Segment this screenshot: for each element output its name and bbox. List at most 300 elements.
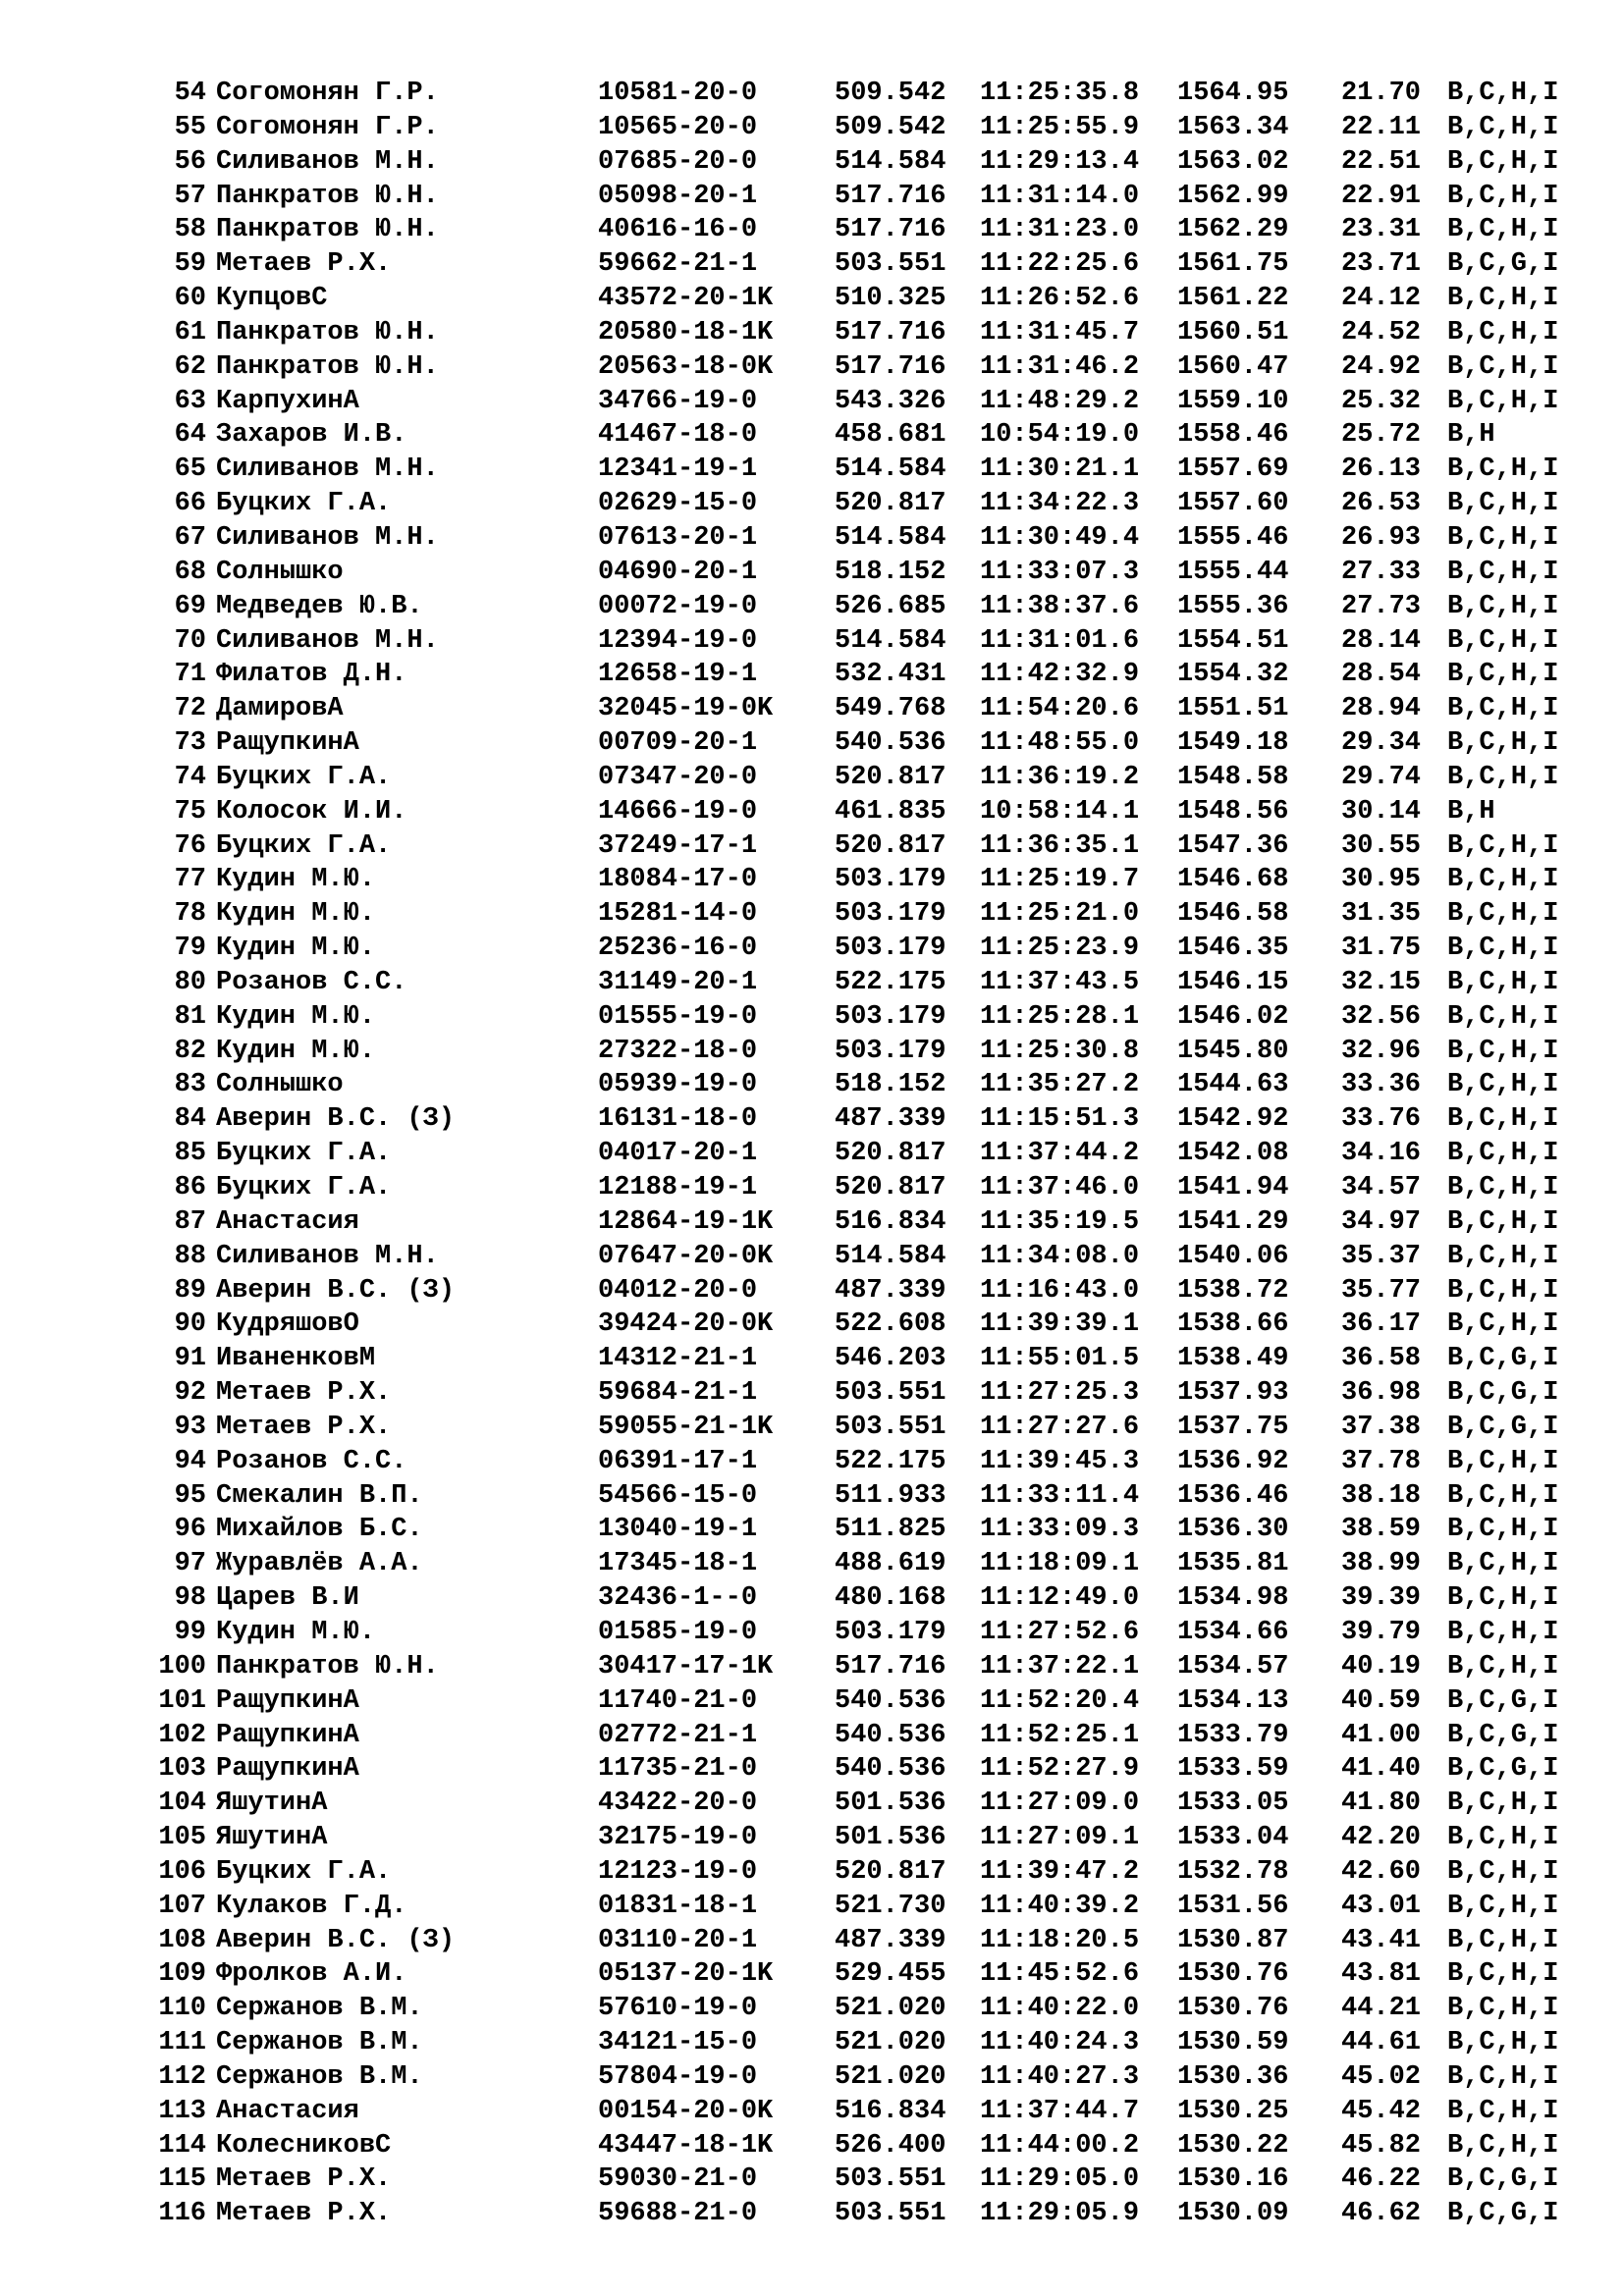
place-cell: 108 xyxy=(158,1925,206,1955)
points-cell: 27.33 xyxy=(1341,557,1422,587)
speed-cell: 1542.08 xyxy=(1177,1139,1289,1169)
table-row xyxy=(0,77,1624,111)
speed-cell: 1563.02 xyxy=(1177,146,1289,177)
speed-cell: 1555.44 xyxy=(1177,557,1289,587)
distance-cell: 520.817 xyxy=(835,1856,947,1887)
points-cell: 36.98 xyxy=(1341,1378,1422,1409)
points-cell: 37.78 xyxy=(1341,1446,1422,1476)
ring-cell: 34766-19-0 xyxy=(598,386,758,416)
owner-cell: РащупкинА xyxy=(216,1685,359,1716)
place-cell: 85 xyxy=(174,1139,206,1169)
classes-cell: B,C,H,I xyxy=(1447,1309,1559,1340)
place-cell: 78 xyxy=(174,899,206,930)
place-cell: 69 xyxy=(174,591,206,621)
arrival-time-cell: 11:39:45.3 xyxy=(980,1446,1140,1476)
classes-cell: B,C,H,I xyxy=(1447,1651,1559,1682)
points-cell: 32.15 xyxy=(1341,967,1422,997)
ring-cell: 14312-21-1 xyxy=(598,1344,758,1374)
distance-cell: 516.834 xyxy=(835,2096,947,2126)
speed-cell: 1549.18 xyxy=(1177,728,1289,759)
table-row xyxy=(0,350,1624,385)
distance-cell: 520.817 xyxy=(835,489,947,519)
ring-cell: 07347-20-0 xyxy=(598,762,758,792)
classes-cell: B,C,H,I xyxy=(1447,1789,1559,1819)
arrival-time-cell: 11:27:09.1 xyxy=(980,1823,1140,1853)
classes-cell: B,C,H,I xyxy=(1447,1275,1559,1306)
ring-cell: 59688-21-0 xyxy=(598,2199,758,2229)
table-row xyxy=(0,2163,1624,2197)
speed-cell: 1546.35 xyxy=(1177,934,1289,964)
ring-cell: 14666-19-0 xyxy=(598,796,758,827)
classes-cell: B,C,G,I xyxy=(1447,249,1559,280)
classes-cell: B,C,H,I xyxy=(1447,1104,1559,1135)
place-cell: 77 xyxy=(174,865,206,895)
ring-cell: 05098-20-1 xyxy=(598,181,758,211)
ring-cell: 00072-19-0 xyxy=(598,591,758,621)
classes-cell: B,C,H,I xyxy=(1447,2130,1559,2161)
table-row xyxy=(0,1855,1624,1890)
owner-cell: Розанов С.С. xyxy=(216,1446,407,1476)
owner-cell: Кудин М.Ю. xyxy=(216,1001,376,1032)
points-cell: 43.01 xyxy=(1341,1891,1422,1921)
table-row xyxy=(0,1274,1624,1308)
distance-cell: 487.339 xyxy=(835,1104,947,1135)
place-cell: 64 xyxy=(174,420,206,451)
points-cell: 26.13 xyxy=(1341,454,1422,485)
speed-cell: 1559.10 xyxy=(1177,386,1289,416)
classes-cell: B,C,H,I xyxy=(1447,625,1559,656)
place-cell: 74 xyxy=(174,762,206,792)
speed-cell: 1530.87 xyxy=(1177,1925,1289,1955)
points-cell: 22.91 xyxy=(1341,181,1422,211)
classes-cell: B,C,H,I xyxy=(1447,1925,1559,1955)
owner-cell: Панкратов Ю.Н. xyxy=(216,215,439,245)
ring-cell: 11740-21-0 xyxy=(598,1685,758,1716)
ring-cell: 04690-20-1 xyxy=(598,557,758,587)
classes-cell: B,C,H,I xyxy=(1447,181,1559,211)
place-cell: 116 xyxy=(158,2199,206,2229)
table-row xyxy=(0,1308,1624,1342)
owner-cell: Буцких Г.А. xyxy=(216,762,392,792)
arrival-time-cell: 11:35:19.5 xyxy=(980,1206,1140,1237)
place-cell: 57 xyxy=(174,181,206,211)
arrival-time-cell: 11:39:47.2 xyxy=(980,1856,1140,1887)
ring-cell: 20563-18-0K xyxy=(598,351,774,382)
distance-cell: 526.400 xyxy=(835,2130,947,2161)
points-cell: 28.94 xyxy=(1341,694,1422,724)
ring-cell: 54566-15-0 xyxy=(598,1480,758,1511)
ring-cell: 30417-17-1K xyxy=(598,1651,774,1682)
points-cell: 39.39 xyxy=(1341,1583,1422,1614)
arrival-time-cell: 11:37:46.0 xyxy=(980,1173,1140,1202)
speed-cell: 1533.59 xyxy=(1177,1754,1289,1785)
speed-cell: 1537.75 xyxy=(1177,1412,1289,1442)
owner-cell: РащупкинА xyxy=(216,728,359,759)
arrival-time-cell: 11:37:44.2 xyxy=(980,1139,1140,1169)
table-row xyxy=(0,1513,1624,1547)
ring-cell: 16131-18-0 xyxy=(598,1104,758,1135)
place-cell: 88 xyxy=(174,1241,206,1271)
distance-cell: 480.168 xyxy=(835,1583,947,1614)
place-cell: 70 xyxy=(174,625,206,656)
place-cell: 66 xyxy=(174,489,206,519)
classes-cell: B,C,H,I xyxy=(1447,1070,1559,1100)
arrival-time-cell: 11:54:20.6 xyxy=(980,694,1140,724)
owner-cell: РащупкинА xyxy=(216,1720,359,1750)
ring-cell: 57610-19-0 xyxy=(598,1994,758,2024)
distance-cell: 517.716 xyxy=(835,317,947,347)
points-cell: 40.19 xyxy=(1341,1651,1422,1682)
classes-cell: B,C,G,I xyxy=(1447,2199,1559,2229)
table-row xyxy=(0,1957,1624,1992)
speed-cell: 1532.78 xyxy=(1177,1856,1289,1887)
arrival-time-cell: 11:25:19.7 xyxy=(980,865,1140,895)
arrival-time-cell: 11:37:44.7 xyxy=(980,2096,1140,2126)
classes-cell: B,C,H,I xyxy=(1447,1241,1559,1271)
speed-cell: 1546.68 xyxy=(1177,865,1289,895)
points-cell: 30.55 xyxy=(1341,830,1422,861)
classes-cell: B,C,H,I xyxy=(1447,1480,1559,1511)
table-row xyxy=(0,180,1624,214)
distance-cell: 520.817 xyxy=(835,1173,947,1202)
speed-cell: 1547.36 xyxy=(1177,830,1289,861)
speed-cell: 1564.95 xyxy=(1177,79,1289,108)
ring-cell: 41467-18-0 xyxy=(598,420,758,451)
arrival-time-cell: 10:58:14.1 xyxy=(980,796,1140,827)
place-cell: 75 xyxy=(174,796,206,827)
table-row xyxy=(0,2197,1624,2231)
classes-cell: B,C,H,I xyxy=(1447,762,1559,792)
place-cell: 105 xyxy=(158,1823,206,1853)
speed-cell: 1554.32 xyxy=(1177,660,1289,690)
distance-cell: 518.152 xyxy=(835,557,947,587)
speed-cell: 1535.81 xyxy=(1177,1549,1289,1579)
place-cell: 81 xyxy=(174,1001,206,1032)
ring-cell: 59684-21-1 xyxy=(598,1378,758,1409)
points-cell: 25.72 xyxy=(1341,420,1422,451)
table-row xyxy=(0,1479,1624,1514)
points-cell: 43.81 xyxy=(1341,1959,1422,1990)
table-row xyxy=(0,1547,1624,1581)
points-cell: 23.71 xyxy=(1341,249,1422,280)
distance-cell: 514.584 xyxy=(835,625,947,656)
place-cell: 56 xyxy=(174,146,206,177)
distance-cell: 503.179 xyxy=(835,1001,947,1032)
speed-cell: 1561.75 xyxy=(1177,249,1289,280)
owner-cell: Панкратов Ю.Н. xyxy=(216,351,439,382)
owner-cell: Кудин М.Ю. xyxy=(216,865,376,895)
owner-cell: КудряшовО xyxy=(216,1309,359,1340)
place-cell: 80 xyxy=(174,967,206,997)
speed-cell: 1538.66 xyxy=(1177,1309,1289,1340)
place-cell: 110 xyxy=(158,1994,206,2024)
classes-cell: B,H xyxy=(1447,420,1495,451)
ring-cell: 25236-16-0 xyxy=(598,934,758,964)
distance-cell: 517.716 xyxy=(835,215,947,245)
classes-cell: B,C,G,I xyxy=(1447,1344,1559,1374)
owner-cell: Метаев Р.Х. xyxy=(216,1378,392,1409)
points-cell: 23.31 xyxy=(1341,215,1422,245)
speed-cell: 1562.99 xyxy=(1177,181,1289,211)
classes-cell: B,C,H,I xyxy=(1447,728,1559,759)
owner-cell: Сержанов В.М. xyxy=(216,2061,423,2092)
owner-cell: Михайлов Б.С. xyxy=(216,1515,423,1545)
ring-cell: 43572-20-1K xyxy=(598,284,774,314)
points-cell: 31.35 xyxy=(1341,899,1422,930)
owner-cell: КолесниковС xyxy=(216,2130,392,2161)
ring-cell: 34121-15-0 xyxy=(598,2028,758,2058)
distance-cell: 540.536 xyxy=(835,1754,947,1785)
arrival-time-cell: 11:25:21.0 xyxy=(980,899,1140,930)
speed-cell: 1546.58 xyxy=(1177,899,1289,930)
arrival-time-cell: 11:55:01.5 xyxy=(980,1344,1140,1374)
arrival-time-cell: 11:40:22.0 xyxy=(980,1994,1140,2024)
arrival-time-cell: 11:31:01.6 xyxy=(980,625,1140,656)
table-row xyxy=(0,863,1624,897)
distance-cell: 516.834 xyxy=(835,1206,947,1237)
distance-cell: 514.584 xyxy=(835,146,947,177)
classes-cell: B,C,H,I xyxy=(1447,284,1559,314)
points-cell: 26.53 xyxy=(1341,489,1422,519)
speed-cell: 1533.05 xyxy=(1177,1789,1289,1819)
table-row xyxy=(0,556,1624,590)
table-row xyxy=(0,1445,1624,1479)
table-row xyxy=(0,829,1624,864)
arrival-time-cell: 11:45:52.6 xyxy=(980,1959,1140,1990)
distance-cell: 503.179 xyxy=(835,1036,947,1066)
speed-cell: 1530.59 xyxy=(1177,2028,1289,2058)
points-cell: 29.74 xyxy=(1341,762,1422,792)
classes-cell: B,C,H,I xyxy=(1447,79,1559,108)
place-cell: 71 xyxy=(174,660,206,690)
classes-cell: B,C,H,I xyxy=(1447,591,1559,621)
arrival-time-cell: 11:15:51.3 xyxy=(980,1104,1140,1135)
table-row xyxy=(0,385,1624,419)
speed-cell: 1554.51 xyxy=(1177,625,1289,656)
place-cell: 84 xyxy=(174,1104,206,1135)
distance-cell: 511.825 xyxy=(835,1515,947,1545)
classes-cell: B,C,H,I xyxy=(1447,522,1559,553)
distance-cell: 520.817 xyxy=(835,762,947,792)
points-cell: 44.21 xyxy=(1341,1994,1422,2024)
arrival-time-cell: 11:39:39.1 xyxy=(980,1309,1140,1340)
distance-cell: 517.716 xyxy=(835,1651,947,1682)
points-cell: 33.76 xyxy=(1341,1104,1422,1135)
owner-cell: Силиванов М.Н. xyxy=(216,146,439,177)
ring-cell: 17345-18-1 xyxy=(598,1549,758,1579)
owner-cell: Панкратов Ю.Н. xyxy=(216,1651,439,1682)
arrival-time-cell: 11:27:09.0 xyxy=(980,1789,1140,1819)
table-row xyxy=(0,418,1624,453)
speed-cell: 1541.94 xyxy=(1177,1173,1289,1202)
arrival-time-cell: 11:34:08.0 xyxy=(980,1241,1140,1271)
distance-cell: 503.179 xyxy=(835,865,947,895)
speed-cell: 1560.51 xyxy=(1177,317,1289,347)
distance-cell: 503.551 xyxy=(835,2199,947,2229)
ring-cell: 07685-20-0 xyxy=(598,146,758,177)
ring-cell: 43447-18-1K xyxy=(598,2130,774,2161)
table-row xyxy=(0,1000,1624,1035)
speed-cell: 1530.76 xyxy=(1177,1994,1289,2024)
table-row xyxy=(0,897,1624,932)
place-cell: 102 xyxy=(158,1720,206,1750)
place-cell: 58 xyxy=(174,215,206,245)
distance-cell: 458.681 xyxy=(835,420,947,451)
owner-cell: Метаев Р.Х. xyxy=(216,2164,392,2195)
arrival-time-cell: 11:34:22.3 xyxy=(980,489,1140,519)
owner-cell: Медведев Ю.В. xyxy=(216,591,423,621)
points-cell: 41.40 xyxy=(1341,1754,1422,1785)
arrival-time-cell: 11:25:23.9 xyxy=(980,934,1140,964)
points-cell: 41.80 xyxy=(1341,1789,1422,1819)
arrival-time-cell: 11:35:27.2 xyxy=(980,1070,1140,1100)
points-cell: 35.77 xyxy=(1341,1275,1422,1306)
table-row xyxy=(0,1240,1624,1274)
classes-cell: B,C,H,I xyxy=(1447,1959,1559,1990)
points-cell: 24.92 xyxy=(1341,351,1422,382)
speed-cell: 1530.36 xyxy=(1177,2061,1289,2092)
points-cell: 42.60 xyxy=(1341,1856,1422,1887)
distance-cell: 511.933 xyxy=(835,1480,947,1511)
distance-cell: 546.203 xyxy=(835,1344,947,1374)
table-row xyxy=(0,624,1624,659)
arrival-time-cell: 11:25:28.1 xyxy=(980,1001,1140,1032)
points-cell: 30.14 xyxy=(1341,796,1422,827)
place-cell: 103 xyxy=(158,1754,206,1785)
owner-cell: Колосок И.И. xyxy=(216,796,407,827)
table-row xyxy=(0,1924,1624,1958)
owner-cell: ЯшутинА xyxy=(216,1823,328,1853)
place-cell: 73 xyxy=(174,728,206,759)
distance-cell: 521.020 xyxy=(835,2061,947,2092)
classes-cell: B,C,H,I xyxy=(1447,386,1559,416)
ring-cell: 02772-21-1 xyxy=(598,1720,758,1750)
place-cell: 112 xyxy=(158,2061,206,2092)
place-cell: 107 xyxy=(158,1891,206,1921)
table-row xyxy=(0,1719,1624,1753)
speed-cell: 1534.98 xyxy=(1177,1583,1289,1614)
classes-cell: B,C,H,I xyxy=(1447,899,1559,930)
table-row xyxy=(0,692,1624,726)
owner-cell: КупцовС xyxy=(216,284,328,314)
place-cell: 109 xyxy=(158,1959,206,1990)
speed-cell: 1538.72 xyxy=(1177,1275,1289,1306)
speed-cell: 1558.46 xyxy=(1177,420,1289,451)
owner-cell: Захаров И.В. xyxy=(216,420,407,451)
owner-cell: РащупкинА xyxy=(216,1754,359,1785)
place-cell: 100 xyxy=(158,1651,206,1682)
points-cell: 22.11 xyxy=(1341,112,1422,142)
distance-cell: 522.175 xyxy=(835,967,947,997)
points-cell: 42.20 xyxy=(1341,1823,1422,1853)
arrival-time-cell: 11:12:49.0 xyxy=(980,1583,1140,1614)
points-cell: 46.22 xyxy=(1341,2164,1422,2195)
speed-cell: 1530.22 xyxy=(1177,2130,1289,2161)
ring-cell: 04012-20-0 xyxy=(598,1275,758,1306)
classes-cell: B,C,H,I xyxy=(1447,830,1559,861)
speed-cell: 1537.93 xyxy=(1177,1378,1289,1409)
table-row xyxy=(0,590,1624,624)
owner-cell: Анастасия xyxy=(216,1206,359,1237)
classes-cell: B,C,H,I xyxy=(1447,1891,1559,1921)
arrival-time-cell: 11:40:39.2 xyxy=(980,1891,1140,1921)
classes-cell: B,C,G,I xyxy=(1447,1754,1559,1785)
points-cell: 43.41 xyxy=(1341,1925,1422,1955)
distance-cell: 540.536 xyxy=(835,1685,947,1716)
table-row xyxy=(0,966,1624,1000)
ring-cell: 01831-18-1 xyxy=(598,1891,758,1921)
arrival-time-cell: 11:33:07.3 xyxy=(980,557,1140,587)
place-cell: 79 xyxy=(174,934,206,964)
arrival-time-cell: 11:31:23.0 xyxy=(980,215,1140,245)
table-row xyxy=(0,726,1624,761)
arrival-time-cell: 11:29:13.4 xyxy=(980,146,1140,177)
arrival-time-cell: 11:40:27.3 xyxy=(980,2061,1140,2092)
owner-cell: Фролков А.И. xyxy=(216,1959,407,1990)
points-cell: 44.61 xyxy=(1341,2028,1422,2058)
owner-cell: Буцких Г.А. xyxy=(216,830,392,861)
arrival-time-cell: 11:25:35.8 xyxy=(980,79,1140,108)
distance-cell: 501.536 xyxy=(835,1823,947,1853)
points-cell: 29.34 xyxy=(1341,728,1422,759)
ring-cell: 59662-21-1 xyxy=(598,249,758,280)
table-row xyxy=(0,1616,1624,1650)
ring-cell: 20580-18-1K xyxy=(598,317,774,347)
speed-cell: 1555.36 xyxy=(1177,591,1289,621)
classes-cell: B,C,H,I xyxy=(1447,1036,1559,1066)
speed-cell: 1536.30 xyxy=(1177,1515,1289,1545)
place-cell: 82 xyxy=(174,1036,206,1066)
points-cell: 36.58 xyxy=(1341,1344,1422,1374)
distance-cell: 521.020 xyxy=(835,2028,947,2058)
table-row xyxy=(0,1342,1624,1376)
owner-cell: Буцких Г.А. xyxy=(216,1139,392,1169)
table-row xyxy=(0,1890,1624,1924)
classes-cell: B,C,H,I xyxy=(1447,2061,1559,2092)
classes-cell: B,C,H,I xyxy=(1447,1856,1559,1887)
arrival-time-cell: 11:27:52.6 xyxy=(980,1617,1140,1647)
place-cell: 96 xyxy=(174,1515,206,1545)
place-cell: 114 xyxy=(158,2130,206,2161)
distance-cell: 510.325 xyxy=(835,284,947,314)
ring-cell: 32436-1--0 xyxy=(598,1583,758,1614)
ring-cell: 06391-17-1 xyxy=(598,1446,758,1476)
owner-cell: Солнышко xyxy=(216,1070,344,1100)
points-cell: 28.54 xyxy=(1341,660,1422,690)
distance-cell: 501.536 xyxy=(835,1789,947,1819)
table-row xyxy=(0,1992,1624,2026)
arrival-time-cell: 11:36:19.2 xyxy=(980,762,1140,792)
arrival-time-cell: 11:42:32.9 xyxy=(980,660,1140,690)
ring-cell: 04017-20-1 xyxy=(598,1139,758,1169)
place-cell: 93 xyxy=(174,1412,206,1442)
place-cell: 101 xyxy=(158,1685,206,1716)
points-cell: 36.17 xyxy=(1341,1309,1422,1340)
distance-cell: 514.584 xyxy=(835,522,947,553)
place-cell: 106 xyxy=(158,1856,206,1887)
classes-cell: B,C,G,I xyxy=(1447,1685,1559,1716)
place-cell: 60 xyxy=(174,284,206,314)
classes-cell: B,C,G,I xyxy=(1447,1378,1559,1409)
points-cell: 40.59 xyxy=(1341,1685,1422,1716)
arrival-time-cell: 11:30:49.4 xyxy=(980,522,1140,553)
place-cell: 115 xyxy=(158,2164,206,2195)
table-row xyxy=(0,282,1624,316)
distance-cell: 529.455 xyxy=(835,1959,947,1990)
owner-cell: Кудин М.Ю. xyxy=(216,1617,376,1647)
place-cell: 54 xyxy=(174,79,206,108)
table-row xyxy=(0,2026,1624,2060)
